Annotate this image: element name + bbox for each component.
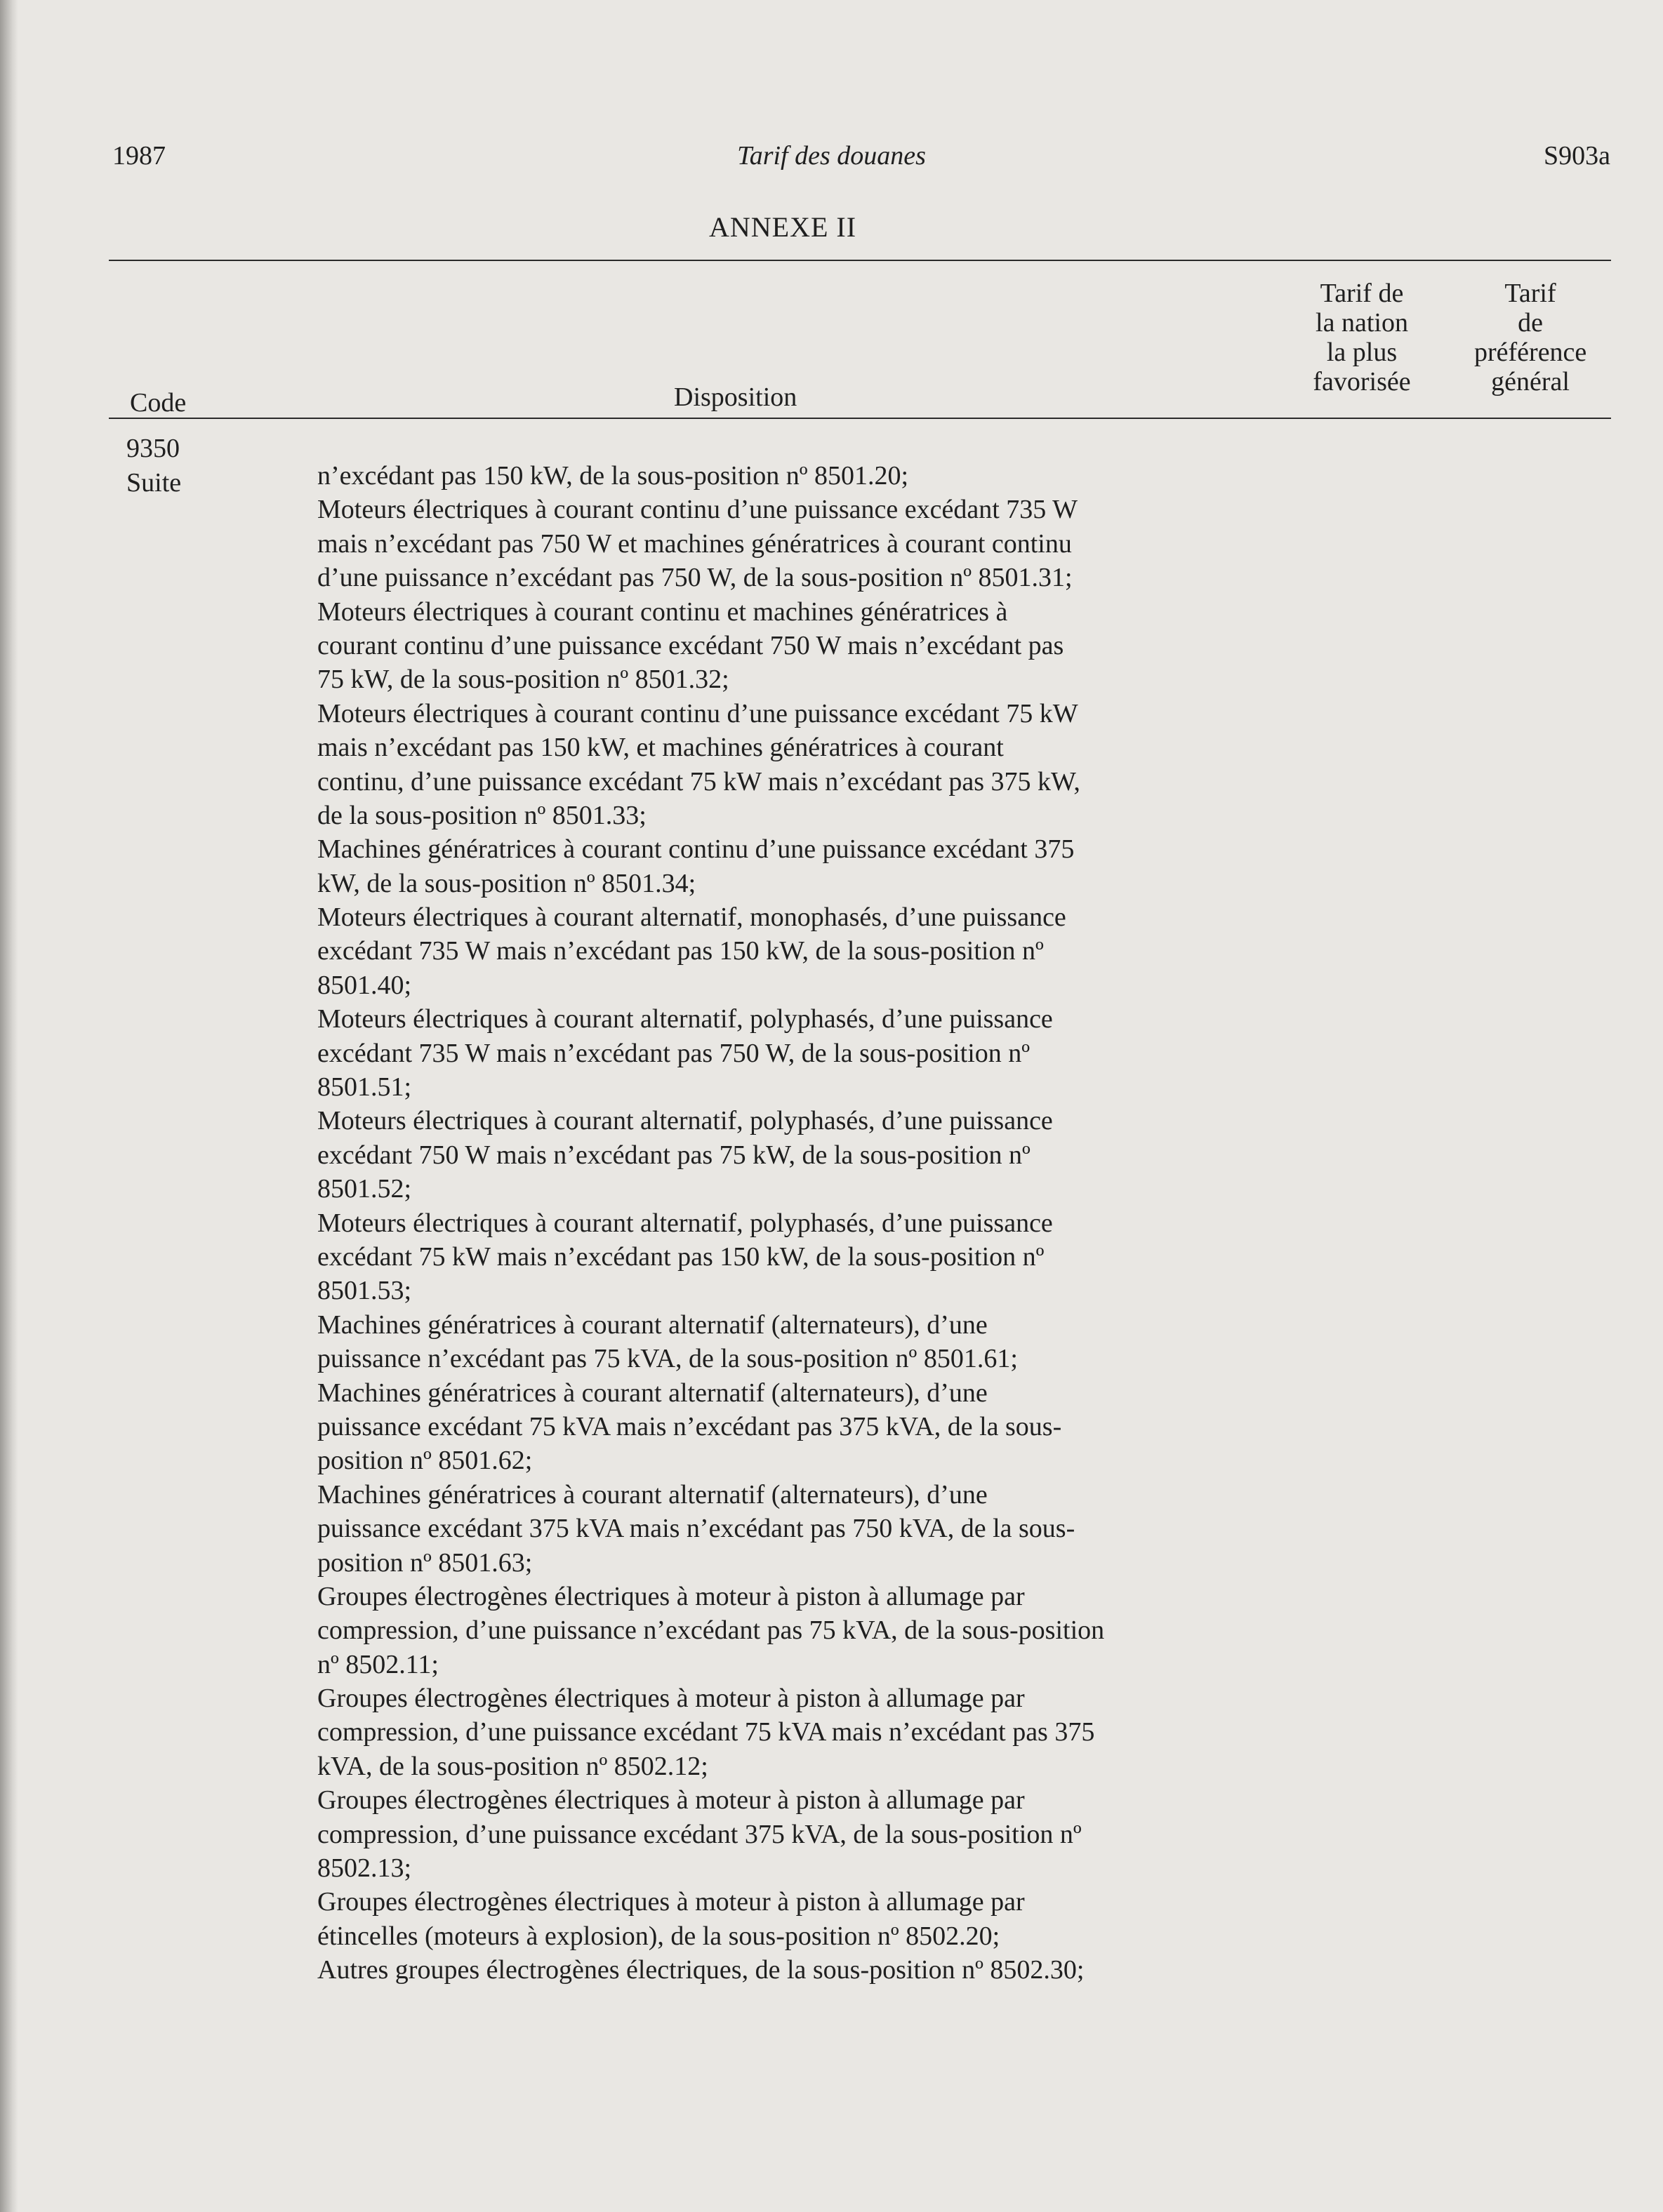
disposition-line: 8501.40; [317,970,412,1000]
column-header-mfn-line: la plus [1326,338,1398,367]
disposition-line: mais n’excédant pas 150 kW, et machines génératrices à courant [317,733,1004,763]
disposition-line: de la sous-position nº 8501.33; [317,800,647,830]
column-header-code: Code [130,388,187,418]
disposition-line: excédant 735 W mais n’excédant pas 150 kW, de la sous-position nº [317,936,1044,966]
disposition-line: Groupes électrogènes électriques à moteur à piston à allumage par [317,1684,1025,1714]
disposition-line: excédant 75 kW mais n’excédant pas 150 kW, de la sous-position nº [317,1241,1045,1272]
disposition-line: Machines génératrices à courant alternatif (alternateurs), d’une [317,1479,988,1510]
column-header-gpt-line: général [1491,367,1570,397]
disposition-line: 8501.52; [317,1174,412,1204]
disposition-line: compression, d’une puissance n’excédant pas 75 kVA, de la sous-position [317,1615,1105,1646]
disposition-line: excédant 750 W mais n’excédant pas 75 kW, de la sous-position nº [317,1140,1031,1170]
header-reference: S903a [1544,141,1610,171]
column-header-gpt-line: préférence [1474,338,1587,367]
disposition-line: Machines génératrices à courant continu d’une puissance excédant 375 [317,834,1075,865]
code-continuation: Suite [126,468,182,498]
column-header-mfn [1288,279,1436,397]
disposition-line: d’une puissance n’excédant pas 750 W, de la sous-position nº 8501.31; [317,563,1073,593]
disposition-line: position nº 8501.63; [317,1547,533,1578]
disposition-line: position nº 8501.62; [317,1446,533,1476]
disposition-line: Machines génératrices à courant alternatif (alternateurs), d’une [317,1310,988,1340]
header-year: 1987 [112,141,166,171]
disposition-text [317,459,1286,1987]
column-header-gpt-line: Tarif [1504,279,1556,308]
header-title: Tarif des douanes [737,141,926,171]
disposition-line: excédant 735 W mais n’excédant pas 750 W, de la sous-position nº [317,1038,1031,1068]
column-header-mfn-line: Tarif de [1320,279,1404,308]
disposition-line: étincelles (moteurs à explosion), de la sous-position nº 8502.20; [317,1921,1000,1951]
disposition-line: 8501.51; [317,1072,412,1102]
column-header-gpt [1474,279,1586,397]
disposition-line: 8502.13; [317,1853,412,1884]
disposition-line: compression, d’une puissance excédant 75 kVA mais n’excédant pas 375 [317,1717,1095,1747]
disposition-line: mais n’excédant pas 750 W et machines génératrices à courant continu [317,528,1072,559]
disposition-line: Moteurs électriques à courant continu et machines génératrices à [317,597,1008,627]
disposition-line: n’excédant pas 150 kW, de la sous-position nº 8501.20; [317,461,909,491]
header-rule [109,418,1611,419]
column-header-disposition: Disposition [674,382,797,412]
top-rule [109,260,1611,261]
disposition-line: 75 kW, de la sous-position nº 8501.32; [317,665,729,695]
disposition-line: compression, d’une puissance excédant 375 kVA, de la sous-position nº [317,1819,1082,1849]
disposition-line: Moteurs électriques à courant alternatif, polyphasés, d’une puissance [317,1106,1053,1136]
disposition-line: puissance excédant 75 kVA mais n’excédant pas 375 kVA, de la sous- [317,1411,1062,1441]
disposition-line: Groupes électrogènes électriques à moteur à piston à allumage par [317,1581,1025,1611]
page-edge-shadow [0,0,18,2212]
disposition-line: Moteurs électriques à courant continu d’une puissance excédant 75 kW [317,698,1078,728]
column-header-mfn-line: favorisée [1313,367,1411,397]
disposition-line: Moteurs électriques à courant alternatif, monophasés, d’une puissance [317,902,1066,933]
column-header-gpt-line: de [1518,308,1543,338]
disposition-line: kW, de la sous-position nº 8501.34; [317,868,696,898]
disposition-line: 8501.53; [317,1276,412,1306]
disposition-line: Moteurs électriques à courant alternatif, polyphasés, d’une puissance [317,1004,1053,1034]
disposition-line: Moteurs électriques à courant continu d’une puissance excédant 735 W [317,495,1078,525]
annex-title: ANNEXE II [708,211,857,243]
disposition-line: Machines génératrices à courant alternatif (alternateurs), d’une [317,1378,988,1408]
disposition-line: courant continu d’une puissance excédant 750 W mais n’excédant pas [317,630,1064,660]
disposition-line: nº 8502.11; [317,1649,439,1679]
disposition-line: kVA, de la sous-position nº 8502.12; [317,1751,708,1781]
disposition-line: Groupes électrogènes électriques à moteur à piston à allumage par [317,1887,1025,1917]
tariff-code [126,432,181,500]
column-header-mfn-line: la nation [1316,308,1408,338]
disposition-line: continu, d’une puissance excédant 75 kW mais n’excédant pas 375 kW, [317,766,1080,797]
disposition-line: Moteurs électriques à courant alternatif, polyphasés, d’une puissance [317,1208,1053,1238]
disposition-line: puissance excédant 375 kVA mais n’excédant pas 750 kVA, de la sous- [317,1514,1075,1544]
code-number: 9350 [126,434,180,463]
disposition-line: puissance n’excédant pas 75 kVA, de la sous-position nº 8501.61; [317,1344,1018,1374]
disposition-line: Groupes électrogènes électriques à moteur à piston à allumage par [317,1785,1025,1815]
disposition-line: Autres groupes électrogènes électriques, de la sous-position nº 8502.30; [317,1955,1085,1985]
